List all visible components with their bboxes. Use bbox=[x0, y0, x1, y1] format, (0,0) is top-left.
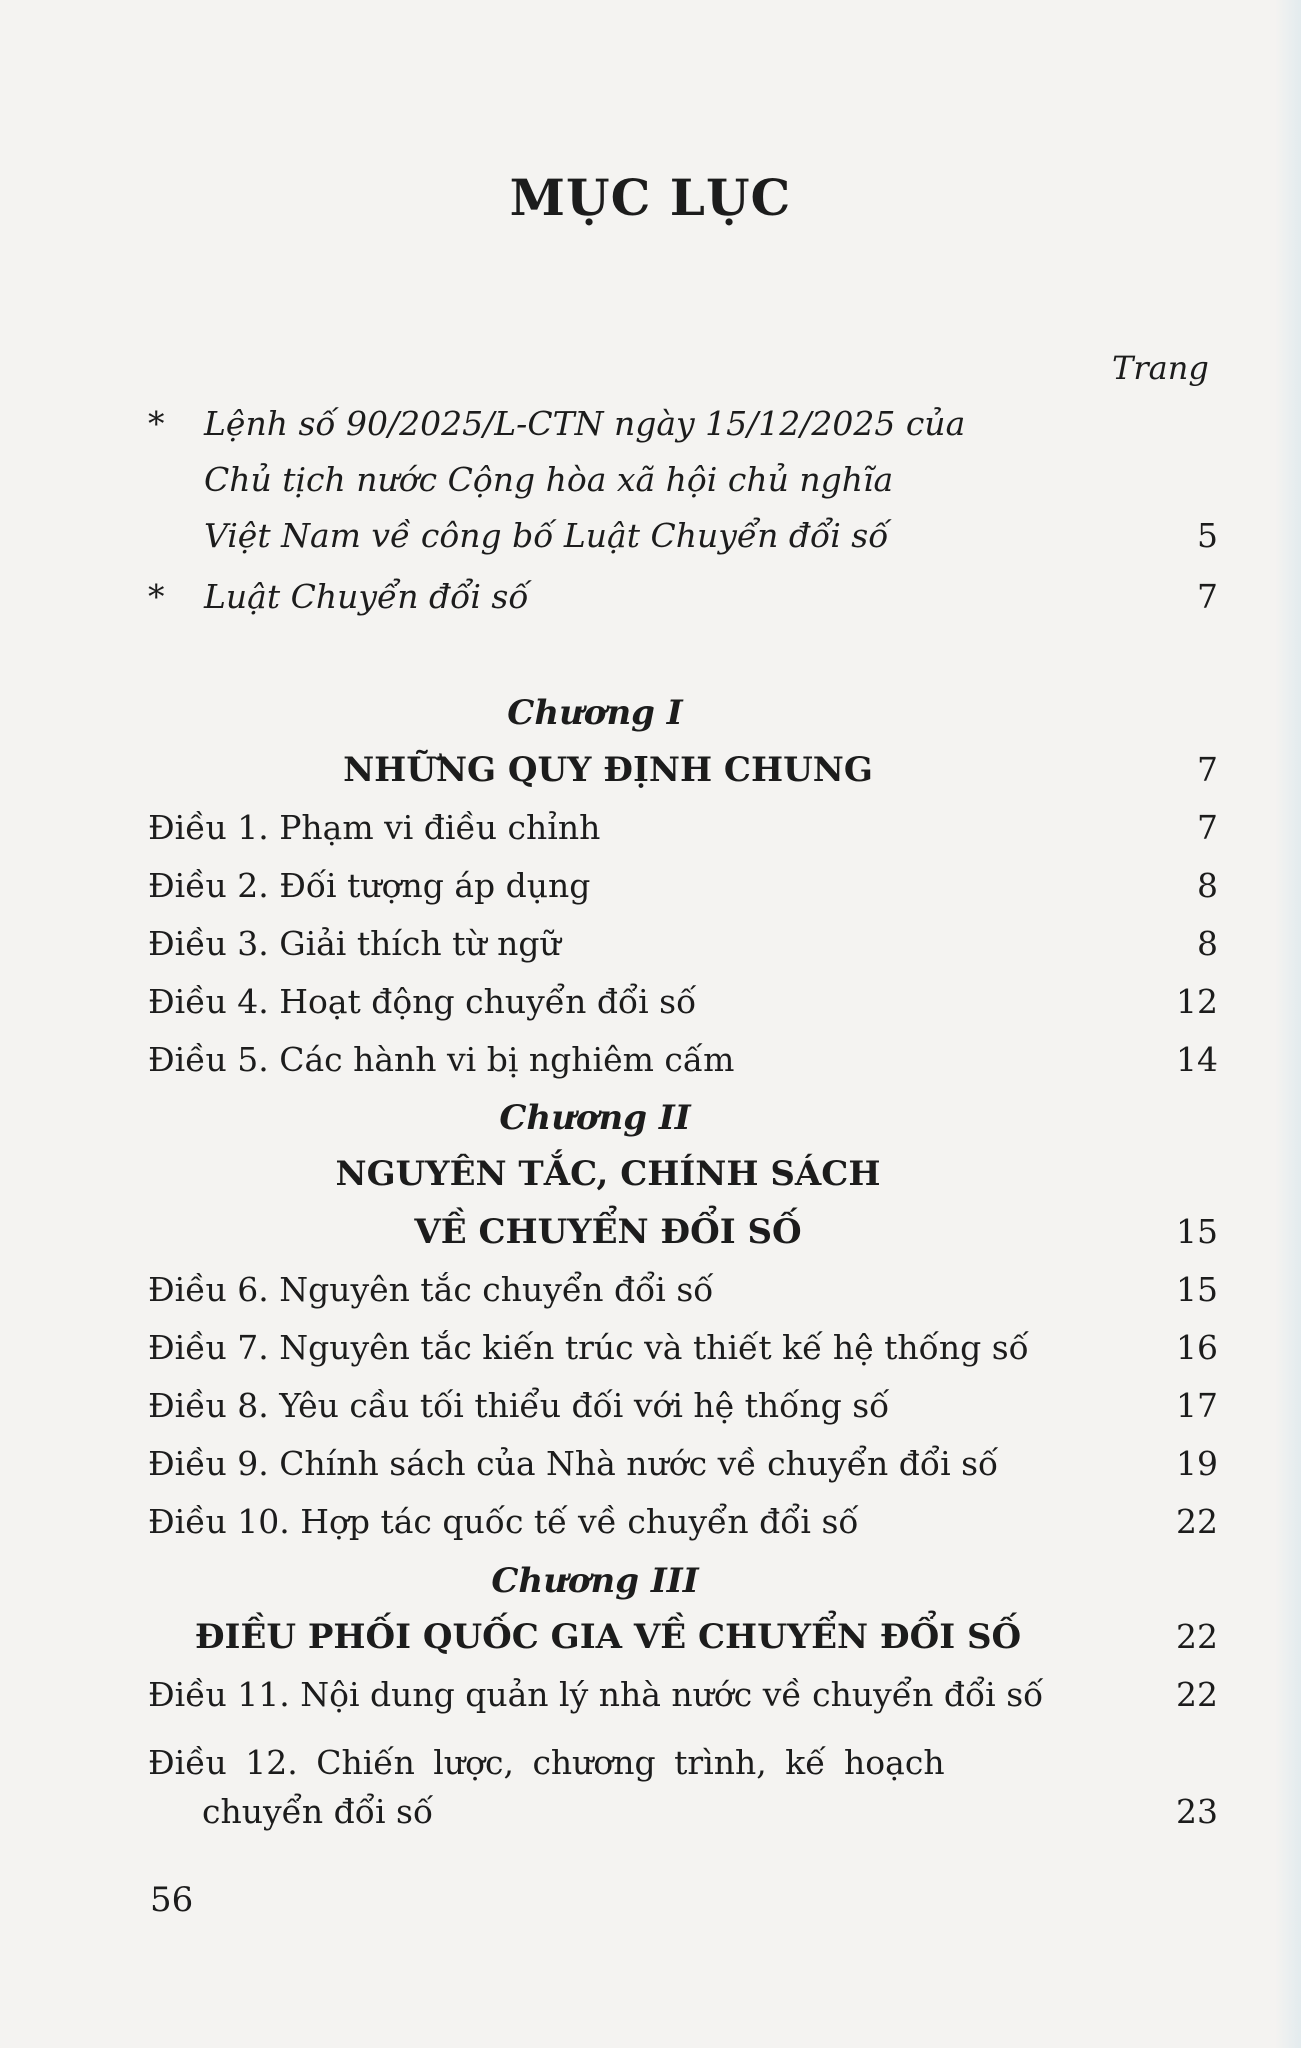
toc-entry bbox=[148, 1265, 1218, 1315]
toc-entry bbox=[148, 1670, 1218, 1720]
toc-entry-text: Điều 4. Hoạt động chuyển đổi số bbox=[148, 982, 697, 1021]
chapter-heading-text: NHỮNG QUY ĐỊNH CHUNG bbox=[343, 750, 873, 790]
page-column-label: Trang bbox=[1112, 349, 1209, 387]
toc-entry bbox=[148, 919, 1218, 969]
chapter-label: Chương II bbox=[499, 1098, 691, 1138]
toc-entry bbox=[148, 1381, 1218, 1431]
toc-entry bbox=[148, 1439, 1218, 1489]
toc-entry-page: 8 bbox=[1197, 866, 1218, 905]
toc-entry-page: 7 bbox=[1197, 808, 1218, 847]
toc-entry-page: 17 bbox=[1176, 1386, 1218, 1425]
chapter-heading bbox=[148, 1611, 1218, 1663]
toc-entry bbox=[148, 1035, 1218, 1085]
chapter-heading-text: ĐIỀU PHỐI QUỐC GIA VỀ CHUYỂN ĐỔI SỐ bbox=[194, 1617, 1022, 1657]
chapter-heading bbox=[148, 1206, 1218, 1258]
toc-entry-order bbox=[148, 399, 1218, 449]
toc-entry-text: Điều 2. Đối tượng áp dụng bbox=[148, 866, 591, 905]
toc-entry-page: 16 bbox=[1176, 1328, 1218, 1367]
toc-entry-law bbox=[148, 572, 1218, 622]
chapter-heading bbox=[148, 1148, 1218, 1200]
toc-entry-page: 12 bbox=[1176, 982, 1218, 1021]
toc-entry-text: Chủ tịch nước Cộng hòa xã hội chủ nghĩa bbox=[204, 460, 894, 499]
toc-entry-page: 8 bbox=[1197, 924, 1218, 963]
toc-entry-text: Điều 10. Hợp tác quốc tế về chuyển đổi số bbox=[148, 1502, 859, 1541]
toc-entry-page: 5 bbox=[1197, 516, 1218, 555]
toc-entry-page: 7 bbox=[1197, 577, 1218, 616]
toc-entry bbox=[148, 861, 1218, 911]
toc-entry-page: 22 bbox=[1176, 1675, 1218, 1714]
toc-entry-page: 22 bbox=[1176, 1617, 1218, 1656]
bullet-marker: * bbox=[148, 577, 165, 616]
toc-entry-continuation bbox=[148, 455, 1218, 505]
toc-entry-text: Điều 12. Chiến lược, chương trình, kế hoạch bbox=[148, 1743, 945, 1782]
chapter-heading-text: VỀ CHUYỂN ĐỔI SỐ bbox=[414, 1212, 802, 1252]
bullet-marker: * bbox=[148, 404, 165, 443]
toc-entry-text: Điều 3. Giải thích từ ngữ bbox=[148, 924, 561, 963]
toc-entry bbox=[148, 977, 1218, 1027]
toc-entry bbox=[148, 1738, 1218, 1788]
chapter-heading-text: NGUYÊN TẮC, CHÍNH SÁCH bbox=[335, 1154, 881, 1194]
toc-entry-text: Điều 7. Nguyên tắc kiến trúc và thiết kế hệ thống số bbox=[148, 1328, 1029, 1367]
toc-entry-text: Điều 11. Nội dung quản lý nhà nước về chuyển đổi số bbox=[148, 1675, 1044, 1714]
toc-entry-text: Lệnh số 90/2025/L-CTN ngày 15/12/2025 của bbox=[204, 404, 966, 443]
chapter-heading bbox=[148, 744, 1218, 796]
toc-entry-continuation bbox=[148, 511, 1218, 561]
toc-entry-text: Điều 9. Chính sách của Nhà nước về chuyển đổi số bbox=[148, 1444, 999, 1483]
toc-entry-page: 19 bbox=[1176, 1444, 1218, 1483]
toc-entry-page: 15 bbox=[1176, 1212, 1218, 1251]
toc-entry-text: Điều 1. Phạm vi điều chỉnh bbox=[148, 808, 601, 847]
toc-entry-text: chuyển đổi số bbox=[202, 1792, 434, 1831]
toc-entry-text: Điều 6. Nguyên tắc chuyển đổi số bbox=[148, 1270, 714, 1309]
chapter-label: Chương I bbox=[507, 693, 683, 733]
toc-entry-text: Luật Chuyển đổi số bbox=[204, 577, 529, 616]
toc-entry-text: Điều 8. Yêu cầu tối thiểu đối với hệ thống số bbox=[148, 1386, 890, 1425]
toc-entry-text: Việt Nam về công bố Luật Chuyển đổi số bbox=[204, 516, 889, 555]
toc-entry-page: 23 bbox=[1176, 1792, 1218, 1831]
chapter-label: Chương III bbox=[491, 1561, 699, 1601]
toc-entry-page: 14 bbox=[1176, 1040, 1218, 1079]
toc-entry-page: 22 bbox=[1176, 1502, 1218, 1541]
toc-entry bbox=[148, 803, 1218, 853]
toc-entry-page: 15 bbox=[1176, 1270, 1218, 1309]
toc-entry-continuation bbox=[148, 1787, 1218, 1837]
page-number: 56 bbox=[150, 1880, 194, 1920]
toc-entry bbox=[148, 1323, 1218, 1373]
page-title: MỤC LỤC bbox=[509, 168, 792, 227]
toc-entry-page: 7 bbox=[1197, 750, 1218, 789]
toc-entry-text: Điều 5. Các hành vi bị nghiêm cấm bbox=[148, 1040, 735, 1079]
toc-entry bbox=[148, 1497, 1218, 1547]
